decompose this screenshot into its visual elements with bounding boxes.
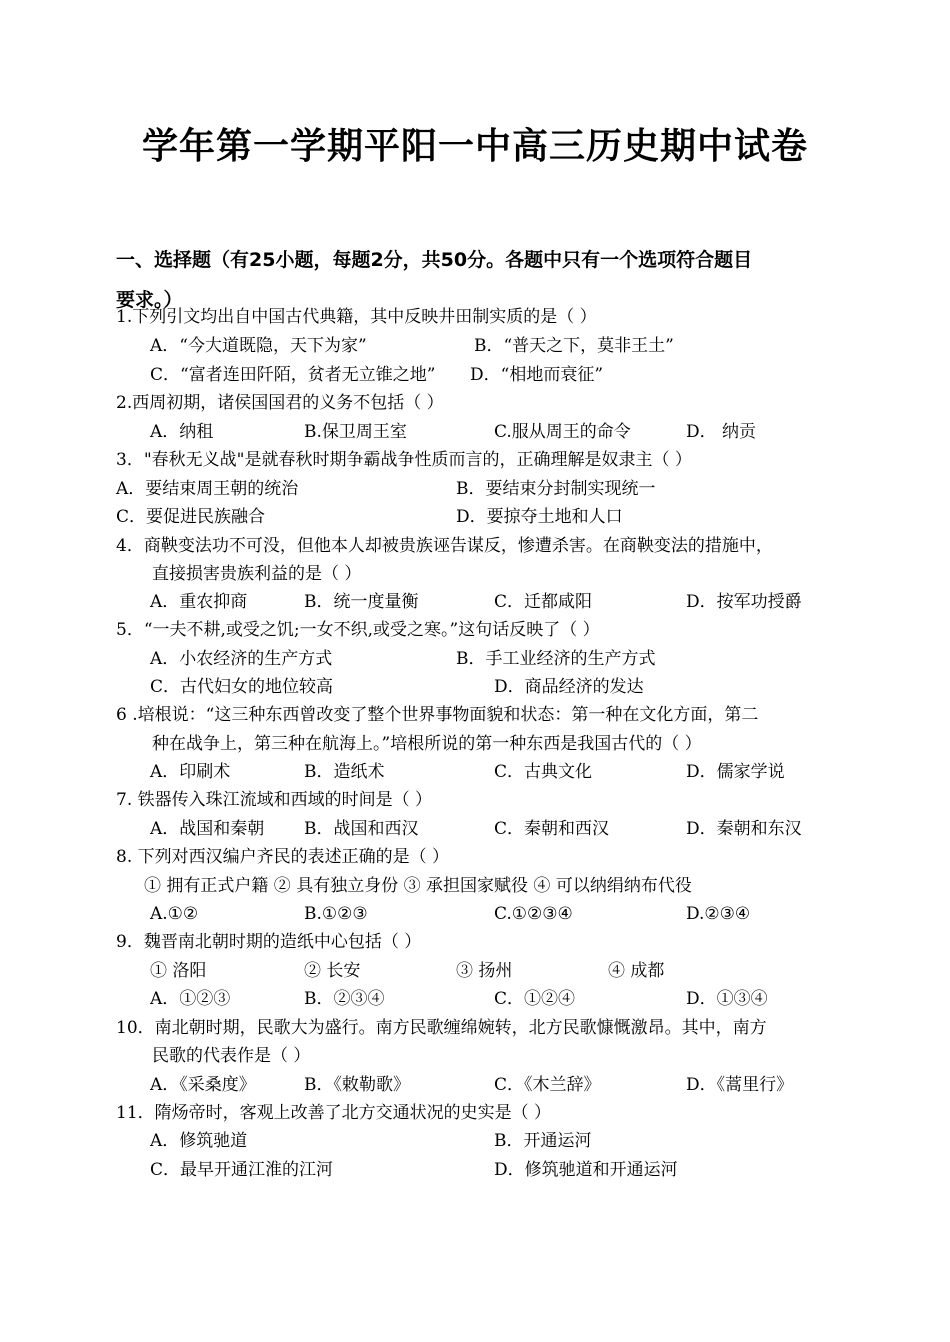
question-9-statement-2: ② 长安 bbox=[304, 961, 361, 981]
question-11-option-d: D．修筑驰道和开通运河 bbox=[494, 1160, 678, 1180]
question-9-option-d: D．①③④ bbox=[686, 989, 768, 1009]
question-3-option-b: B．要结束分封制实现统一 bbox=[456, 479, 656, 499]
question-5-option-c: C．古代妇女的地位较高 bbox=[150, 677, 334, 697]
question-8-option-d: D.②③④ bbox=[686, 904, 751, 924]
section-heading-line-1: 一、选择题（有25小题，每题2分，共50分。各题中只有一个选项符合题目 bbox=[116, 249, 753, 271]
question-11-option-b: B．开通运河 bbox=[494, 1131, 592, 1151]
question-9-statement-4: ④ 成都 bbox=[608, 961, 665, 981]
question-7-stem: 7. 铁器传入珠江流域和西域的时间是（ ） bbox=[116, 790, 433, 810]
question-10-stem-line-2: 民歌的代表作是（ ） bbox=[152, 1046, 311, 1066]
question-2-option-a: A．纳租 bbox=[150, 422, 214, 442]
question-1-option-b: B．“普天之下，莫非王土” bbox=[474, 336, 674, 356]
question-7-option-c: C．秦朝和西汉 bbox=[494, 819, 610, 839]
question-9-option-b: B．②③④ bbox=[304, 989, 385, 1009]
question-11-option-c: C．最早开通江淮的江河 bbox=[150, 1160, 334, 1180]
question-6-option-b: B．造纸术 bbox=[304, 762, 385, 782]
question-8-stem: 8. 下列对西汉编户齐民的表述正确的是（ ） bbox=[116, 847, 450, 867]
question-6-option-c: C．古典文化 bbox=[494, 762, 593, 782]
question-4-option-d: D．按军功授爵 bbox=[686, 592, 802, 612]
question-10-option-a: A．《采桑度》 bbox=[150, 1075, 256, 1095]
question-10-stem-line-1: 10．南北朝时期，民歌大为盛行。南方民歌缠绵婉转，北方民歌慷慨激昂。其中，南方 bbox=[116, 1018, 767, 1038]
question-8-option-c: C.①②③④ bbox=[494, 904, 573, 924]
question-4-option-a: A．重农抑商 bbox=[150, 592, 248, 612]
question-10-option-b: B．《敕勒歌》 bbox=[304, 1075, 410, 1095]
question-5-stem: 5．“一夫不耕,或受之饥;一女不织,或受之寒。”这句话反映了（ ） bbox=[116, 620, 600, 640]
question-5-option-d: D．商品经济的发达 bbox=[494, 677, 644, 697]
question-2-option-d: D． 纳贡 bbox=[686, 422, 757, 442]
question-5-option-b: B．手工业经济的生产方式 bbox=[456, 649, 656, 669]
question-7-option-d: D．秦朝和东汉 bbox=[686, 819, 802, 839]
question-7-option-b: B．战国和西汉 bbox=[304, 819, 419, 839]
question-6-stem-line-2: 种在战争上，第三种在航海上。”培根所说的第一种东西是我国古代的（ ） bbox=[152, 734, 702, 754]
page-title: 学年第一学期平阳一中高三历史期中试卷 bbox=[141, 126, 808, 167]
question-9-stem: 9．魏晋南北朝时期的造纸中心包括（ ） bbox=[116, 932, 422, 952]
question-4-stem-line-1: 4．商鞅变法功不可没，但他本人却被贵族诬告谋反，惨遭杀害。在商鞅变法的措施中， bbox=[116, 536, 773, 556]
question-3-option-a: A．要结束周王朝的统治 bbox=[116, 479, 299, 499]
question-9-statement-3: ③ 扬州 bbox=[456, 961, 513, 981]
question-3-stem: 3．"春秋无义战"是就春秋时期争霸战争性质而言的，正确理解是奴隶主（ ） bbox=[116, 450, 692, 470]
question-5-option-a: A．小农经济的生产方式 bbox=[150, 649, 333, 669]
question-4-option-c: C．迁都咸阳 bbox=[494, 592, 593, 612]
question-3-option-d: D．要掠夺土地和人口 bbox=[456, 507, 623, 527]
question-1-option-d: D．“相地而衰征” bbox=[470, 365, 604, 385]
question-3-option-c: C．要促进民族融合 bbox=[116, 507, 266, 527]
question-6-option-d: D．儒家学说 bbox=[686, 762, 785, 782]
question-7-option-a: A．战国和秦朝 bbox=[150, 819, 265, 839]
question-9-statement-1: ① 洛阳 bbox=[150, 961, 207, 981]
question-2-option-c: C.服从周王的命令 bbox=[494, 422, 631, 442]
question-2-stem: 2.西周初期，诸侯国国君的义务不包括（ ） bbox=[116, 393, 444, 413]
question-8-option-a: A.①② bbox=[150, 904, 199, 924]
question-10-option-c: C．《木兰辞》 bbox=[494, 1075, 601, 1095]
question-4-option-b: B．统一度量衡 bbox=[304, 592, 419, 612]
question-2-option-b: B.保卫周王室 bbox=[304, 422, 407, 442]
section-heading-line-2: 要求。） bbox=[116, 289, 183, 311]
question-1-option-c: C．“富者连田阡陌，贫者无立锥之地” bbox=[150, 365, 436, 385]
question-8-statements: ① 拥有正式户籍 ② 具有独立身份 ③ 承担国家赋役 ④ 可以纳绢纳布代役 bbox=[144, 876, 692, 896]
question-9-option-c: C．①②④ bbox=[494, 989, 576, 1009]
question-6-stem-line-1: 6 .培根说：“这三种东西曾改变了整个世界事物面貌和状态：第一种在文化方面，第二 bbox=[116, 705, 759, 725]
question-9-option-a: A．①②③ bbox=[150, 989, 231, 1009]
question-11-option-a: A．修筑驰道 bbox=[150, 1131, 248, 1151]
question-1-stem: 1.下列引文均出自中国古代典籍，其中反映井田制实质的是（ ） bbox=[116, 307, 597, 327]
question-11-stem: 11．隋炀帝时，客观上改善了北方交通状况的史实是（ ） bbox=[116, 1103, 552, 1123]
question-10-option-d: D．《蒿里行》 bbox=[686, 1075, 794, 1095]
question-8-option-b: B.①②③ bbox=[304, 904, 368, 924]
question-4-stem-line-2: 直接损害贵族利益的是（ ） bbox=[152, 564, 362, 584]
question-1-option-a: A．“今大道既隐，天下为家” bbox=[150, 336, 367, 356]
question-6-option-a: A．印刷术 bbox=[150, 762, 231, 782]
